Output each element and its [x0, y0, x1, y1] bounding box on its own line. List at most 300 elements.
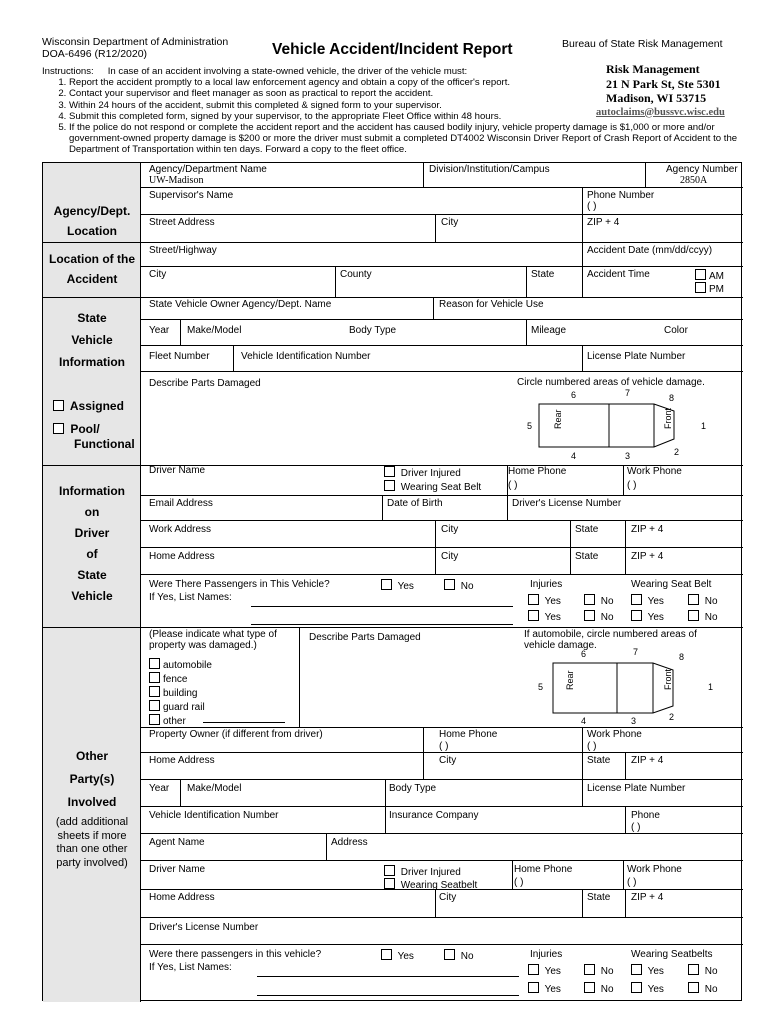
- rule: [43, 297, 743, 298]
- other-circle-damage-label-2: vehicle damage.: [524, 640, 597, 651]
- other-seatbelt-label: Wearing Seatbelt: [400, 880, 478, 891]
- type-building-option[interactable]: [149, 686, 212, 700]
- belt-no-checkbox[interactable]: [688, 982, 699, 993]
- other-passengers-no-option[interactable]: [444, 949, 474, 962]
- section-label-line: State: [77, 568, 107, 582]
- section-label-line: on: [84, 505, 100, 519]
- other-make-model-label: Make/Model: [187, 783, 242, 794]
- assigned-option[interactable]: [53, 400, 124, 412]
- pool-option[interactable]: [53, 422, 135, 452]
- instruction-5: 5. If the police do not respond or complete the accident report and the accident has caused bodily injury, vehicle property damage is $1,000 or more and/or government-owned property damage is $200 or more the driver must submit a completed DT4002 Wisconsin Driver Report of Crash Report of Accident to the Department of Transportation within ten days. Forward a copy to the fleet office.: [69, 122, 742, 156]
- injuries-label: Injuries: [530, 579, 563, 590]
- owner-home-phone-field[interactable]: ( ): [439, 741, 449, 752]
- other-passenger-line-2[interactable]: [257, 995, 519, 996]
- other-injury-row-2-no[interactable]: [584, 982, 614, 995]
- injuries-yes-checkbox[interactable]: [528, 594, 539, 605]
- driver-injured-checkbox[interactable]: [384, 466, 395, 477]
- driver-dob-label: Date of Birth: [387, 498, 443, 509]
- area-6[interactable]: 6: [571, 390, 577, 400]
- note-line: sheets if more: [57, 829, 127, 842]
- rule: [43, 242, 743, 243]
- driver-work-phone-field[interactable]: ( ): [627, 480, 637, 491]
- division-label: Division/Institution/Campus: [429, 164, 550, 175]
- rule: [385, 779, 386, 833]
- other-seatbelt-option[interactable]: [384, 878, 477, 891]
- no-label: No: [600, 596, 614, 607]
- bureau-name: Bureau of State Risk Management: [562, 38, 723, 50]
- other-plate-label: License Plate Number: [587, 783, 686, 794]
- rule: [625, 520, 626, 574]
- area-5[interactable]: 5: [538, 682, 544, 692]
- agency-zip-label: ZIP + 4: [587, 217, 620, 228]
- driver-passengers-question: Were There Passengers in This Vehicle?: [149, 579, 330, 590]
- other-passengers-question: Were there passengers in this vehicle?: [149, 949, 322, 960]
- rule: [512, 860, 513, 889]
- other-injuries-label: Injuries: [530, 949, 563, 960]
- no-label: No: [460, 951, 474, 962]
- assigned-checkbox[interactable]: [53, 400, 64, 411]
- other-home-phone-field[interactable]: ( ): [514, 877, 524, 888]
- fleet-number-label: Fleet Number: [149, 351, 210, 362]
- rule: [423, 727, 424, 779]
- injury-row-1-no[interactable]: [584, 594, 614, 607]
- risk-management-address: [596, 62, 725, 120]
- section-other-label: [43, 745, 141, 814]
- other-license-label: Driver's License Number: [149, 922, 259, 933]
- belt-yes-checkbox[interactable]: [631, 594, 642, 605]
- belt-yes-checkbox[interactable]: [631, 964, 642, 975]
- other-seatbelt-checkbox[interactable]: [384, 878, 395, 889]
- driver-seatbelt-checkbox[interactable]: [384, 480, 395, 491]
- rule: [141, 266, 743, 267]
- body-type-label: Body Type: [349, 325, 397, 336]
- other-home-address-label: Home Address: [149, 892, 215, 903]
- other-driver-injured-option[interactable]: [384, 865, 461, 878]
- section-label-line: Involved: [67, 795, 117, 809]
- front-label: Front: [663, 407, 673, 429]
- rule: [526, 266, 527, 297]
- rule: [433, 297, 434, 319]
- agency-city-label: City: [441, 217, 459, 228]
- other-driver-injured-checkbox[interactable]: [384, 865, 395, 876]
- section-label-line: Vehicle: [71, 333, 113, 347]
- make-model-label: Make/Model: [187, 325, 242, 336]
- other-injury-row-2[interactable]: [528, 982, 561, 995]
- section-label-line: Information: [59, 355, 125, 369]
- no-label: No: [704, 596, 718, 607]
- injuries-no-checkbox[interactable]: [584, 982, 595, 993]
- circle-damage-label: Circle numbered areas of vehicle damage.: [517, 377, 705, 388]
- other-belt-row-1-no[interactable]: [688, 964, 718, 977]
- rule: [526, 319, 527, 345]
- accident-time-label: Accident Time: [587, 269, 650, 280]
- injuries-no-checkbox[interactable]: [584, 594, 595, 605]
- area-3[interactable]: 3: [631, 716, 637, 726]
- guard-rail-checkbox[interactable]: [149, 700, 160, 711]
- pm-option[interactable]: [695, 282, 724, 295]
- property-type-options: [149, 658, 212, 728]
- belt-row-2[interactable]: [631, 610, 664, 623]
- section-label-line: Location of the: [49, 252, 135, 266]
- rule: [141, 833, 743, 834]
- pool-checkbox[interactable]: [53, 423, 64, 434]
- rule: [43, 627, 743, 628]
- area-1[interactable]: 1: [708, 682, 714, 692]
- rule: [141, 345, 743, 346]
- rule: [623, 465, 624, 495]
- owner-home-address-label: Home Address: [149, 755, 215, 766]
- section-label-line: Vehicle: [71, 589, 113, 603]
- other-passengers-yes-option[interactable]: [381, 949, 414, 962]
- rule: [582, 889, 583, 917]
- area-7[interactable]: 7: [633, 647, 639, 657]
- agency-name-label: Agency/Department Name: [149, 164, 267, 175]
- driver-work-address-label: Work Address: [149, 524, 212, 535]
- location-street-label: Street/Highway: [149, 245, 217, 256]
- driver-injured-label: Driver Injured: [400, 468, 461, 479]
- other-passenger-line-1[interactable]: [257, 976, 519, 977]
- rule: [582, 727, 583, 779]
- section-label-line: Other: [75, 749, 108, 763]
- driver-home-phone-label: Home Phone: [508, 466, 567, 477]
- rear-label: Rear: [553, 409, 563, 429]
- automobile-checkbox[interactable]: [149, 658, 160, 669]
- section-location-label: [43, 249, 141, 289]
- driver-injured-option[interactable]: [384, 466, 461, 479]
- insurance-phone-label: Phone: [631, 810, 660, 821]
- owner-home-phone-label: Home Phone: [439, 729, 498, 740]
- rule: [141, 520, 743, 521]
- rule: [141, 495, 743, 496]
- yes-label: Yes: [647, 596, 664, 607]
- other-city-label: City: [439, 892, 457, 903]
- section-agency-label: [43, 201, 141, 241]
- injuries-no-checkbox[interactable]: [584, 964, 595, 975]
- building-label: building: [163, 688, 198, 699]
- rule: [582, 242, 583, 297]
- agency-street-label: Street Address: [149, 217, 215, 228]
- rule: [299, 627, 300, 727]
- passengers-yes-checkbox[interactable]: [381, 579, 392, 590]
- pm-label: PM: [709, 284, 724, 295]
- rule: [335, 266, 336, 297]
- report-form: [42, 162, 742, 1001]
- property-owner-label: Property Owner (if different from driver): [149, 729, 323, 740]
- location-county-label: County: [340, 269, 372, 280]
- section-label-line: Agency/Dept.: [53, 204, 131, 218]
- area-1[interactable]: 1: [701, 421, 707, 431]
- other-year-label: Year: [149, 783, 170, 794]
- area-8[interactable]: 8: [669, 393, 675, 403]
- other-belt-row-2[interactable]: [631, 982, 664, 995]
- note-line: than one other: [56, 843, 128, 855]
- front-label: Front: [663, 668, 673, 690]
- passenger-name-line-2[interactable]: [251, 624, 513, 625]
- owner-work-phone-field[interactable]: ( ): [587, 741, 597, 752]
- driver-work-phone-label: Work Phone: [627, 466, 682, 477]
- rule: [141, 944, 743, 945]
- rule: [623, 860, 624, 889]
- other-driver-injured-label: Driver Injured: [400, 867, 461, 878]
- dept-name: Wisconsin Department of Administration: [42, 36, 229, 48]
- other-passengers-yes-checkbox[interactable]: [381, 949, 392, 960]
- owner-work-phone-label: Work Phone: [587, 729, 642, 740]
- rule: [141, 187, 743, 188]
- rule: [570, 520, 571, 574]
- section-label-line: Party(s): [69, 772, 115, 786]
- driver-work-state-label: State: [575, 524, 599, 535]
- injuries-yes-checkbox[interactable]: [528, 982, 539, 993]
- section-other-note: [43, 816, 141, 870]
- pm-checkbox[interactable]: [695, 282, 706, 293]
- no-label: No: [600, 612, 614, 623]
- other-injury-row-1[interactable]: [528, 964, 561, 977]
- other-body-type-label: Body Type: [389, 783, 437, 794]
- driver-seatbelt-option[interactable]: [384, 480, 481, 493]
- risk-line-3: Madison, WI 53715: [606, 91, 707, 105]
- location-city-label: City: [149, 269, 167, 280]
- section-label-line: State: [77, 311, 107, 325]
- pool-label: Pool/: [70, 422, 100, 436]
- form-number: DOA-6496 (R12/2020): [42, 48, 148, 60]
- phone-number-label: Phone Number: [587, 190, 655, 201]
- rule: [233, 345, 234, 371]
- area-7[interactable]: 7: [625, 388, 631, 398]
- agent-name-label: Agent Name: [149, 837, 205, 848]
- instructions-lead: Instructions:: [42, 66, 94, 77]
- rule: [435, 889, 436, 917]
- rule: [141, 319, 743, 320]
- section-label-line: Location: [67, 224, 117, 238]
- other-belt-row-1[interactable]: [631, 964, 664, 977]
- area-5[interactable]: 5: [527, 421, 533, 431]
- section-driver-label: [43, 481, 141, 607]
- injury-row-1[interactable]: [528, 594, 561, 607]
- area-2[interactable]: 2: [674, 447, 680, 457]
- agency-name-value[interactable]: UW-Madison: [149, 175, 204, 186]
- rule: [141, 574, 743, 575]
- instruction-1: 1. Report the accident promptly to a local law enforcement agency and obtain a copy of the officer's report.: [69, 77, 589, 88]
- belt-yes-checkbox[interactable]: [631, 982, 642, 993]
- page-title: Vehicle Accident/Incident Report: [272, 41, 513, 58]
- agency-number-label: Agency Number: [666, 164, 738, 175]
- other-wearing-seatbelts-label: Wearing Seatbelts: [631, 949, 713, 960]
- driver-seatbelt-label: Wearing Seat Belt: [400, 482, 482, 493]
- no-label: No: [600, 984, 614, 995]
- area-8[interactable]: 8: [679, 652, 685, 662]
- rule: [180, 779, 181, 806]
- phone-number-field[interactable]: ( ): [587, 201, 597, 212]
- rule: [625, 889, 626, 917]
- other-type-line[interactable]: [203, 722, 285, 723]
- type-other-option[interactable]: [149, 714, 212, 728]
- assigned-label: Assigned: [69, 399, 124, 413]
- rule: [141, 779, 743, 780]
- belt-row-1[interactable]: [631, 594, 664, 607]
- fence-checkbox[interactable]: [149, 672, 160, 683]
- section-vehicle-label: [43, 307, 141, 373]
- insurance-company-label: Insurance Company: [389, 810, 479, 821]
- color-label: Color: [664, 325, 688, 336]
- other-zip-label: ZIP + 4: [631, 892, 664, 903]
- rule: [180, 319, 181, 345]
- yes-label: Yes: [647, 966, 664, 977]
- driver-home-phone-field[interactable]: ( ): [508, 480, 518, 491]
- other-checkbox[interactable]: [149, 714, 160, 725]
- other-work-phone-field[interactable]: ( ): [627, 877, 637, 888]
- risk-line-1: Risk Management: [606, 62, 700, 76]
- accident-date-label: Accident Date (mm/dd/ccyy): [587, 245, 713, 256]
- driver-home-state-label: State: [575, 551, 599, 562]
- other-list-names-label: If Yes, List Names:: [149, 962, 232, 973]
- functional-label: Functional: [74, 437, 135, 451]
- other-circle-damage-label: If automobile, circle numbered areas of: [524, 629, 697, 640]
- other-parts-damaged-label: Describe Parts Damaged: [309, 632, 421, 643]
- belt-no-checkbox[interactable]: [688, 964, 699, 975]
- yes-label: Yes: [647, 984, 664, 995]
- location-state-label: State: [531, 269, 555, 280]
- am-option[interactable]: [695, 269, 724, 282]
- guard-rail-label: guard rail: [163, 702, 205, 713]
- rule: [141, 860, 743, 861]
- passengers-no-option[interactable]: [444, 579, 474, 592]
- parts-damaged-label: Describe Parts Damaged: [149, 378, 261, 389]
- passengers-yes-option[interactable]: [381, 579, 414, 592]
- rule: [382, 495, 383, 520]
- insurance-phone-field[interactable]: ( ): [631, 822, 641, 833]
- owner-zip-label: ZIP + 4: [631, 755, 664, 766]
- wearing-seat-belt-label: Wearing Seat Belt: [631, 579, 712, 590]
- section-label-line: Driver: [74, 526, 110, 540]
- property-type-label: (Please indicate what type of: [149, 629, 277, 640]
- rule: [141, 917, 743, 918]
- note-line: party involved): [56, 856, 128, 869]
- rule: [423, 163, 424, 187]
- owner-agency-label: State Vehicle Owner Agency/Dept. Name: [149, 299, 332, 310]
- injury-row-2[interactable]: [528, 610, 561, 623]
- rule: [141, 371, 743, 372]
- belt-no-checkbox[interactable]: [688, 594, 699, 605]
- agent-address-label: Address: [331, 837, 368, 848]
- no-label: No: [600, 966, 614, 977]
- owner-city-label: City: [439, 755, 457, 766]
- driver-work-zip-label: ZIP + 4: [631, 524, 664, 535]
- driver-home-address-label: Home Address: [149, 551, 215, 562]
- year-label: Year: [149, 325, 170, 336]
- other-label: other: [163, 716, 186, 727]
- other-belt-row-2-no[interactable]: [688, 982, 718, 995]
- driver-email-label: Email Address: [149, 498, 213, 509]
- other-driver-name-label: Driver Name: [149, 864, 206, 875]
- yes-label: Yes: [397, 581, 414, 592]
- yes-label: Yes: [397, 951, 414, 962]
- other-passengers-no-checkbox[interactable]: [444, 949, 455, 960]
- section-label-line: of: [86, 547, 98, 561]
- driver-home-zip-label: ZIP + 4: [631, 551, 664, 562]
- automobile-label: automobile: [163, 660, 212, 671]
- risk-email-link[interactable]: autoclaims@bussvc.wisc.edu: [596, 106, 725, 118]
- property-type-label-2: property was damaged.): [149, 640, 257, 651]
- belt-row-1-no[interactable]: [688, 594, 718, 607]
- area-4[interactable]: 4: [571, 451, 577, 461]
- type-guard-rail-option[interactable]: [149, 700, 212, 714]
- instruction-3: 3. Within 24 hours of the accident, submit this completed & signed form to your supervisor.: [69, 100, 589, 111]
- belt-row-2-no[interactable]: [688, 610, 718, 623]
- type-automobile-option[interactable]: [149, 658, 212, 672]
- no-label: No: [704, 984, 718, 995]
- other-vin-label: Vehicle Identification Number: [149, 810, 279, 821]
- area-4[interactable]: 4: [581, 716, 587, 726]
- vehicle-damage-diagram[interactable]: [519, 385, 729, 463]
- other-state-label: State: [587, 892, 611, 903]
- rule: [625, 806, 626, 833]
- rule: [582, 187, 583, 242]
- injuries-yes-checkbox[interactable]: [528, 610, 539, 621]
- type-fence-option[interactable]: [149, 672, 212, 686]
- other-work-phone-label: Work Phone: [627, 864, 682, 875]
- rule: [582, 345, 583, 371]
- area-6[interactable]: 6: [581, 649, 587, 659]
- mileage-label: Mileage: [531, 325, 567, 336]
- area-3[interactable]: 3: [625, 451, 631, 461]
- driver-name-label: Driver Name: [149, 465, 206, 476]
- rule: [435, 214, 436, 242]
- instructions-intro: In case of an accident involving a state-owned vehicle, the driver of the vehicle must:: [107, 66, 468, 77]
- yes-label: Yes: [647, 612, 664, 623]
- agency-number-value[interactable]: 2850A: [680, 175, 708, 186]
- vin-label: Vehicle Identification Number: [241, 351, 371, 362]
- driver-list-names-label: If Yes, List Names:: [149, 592, 232, 603]
- belt-no-checkbox[interactable]: [688, 610, 699, 621]
- owner-state-label: State: [587, 755, 611, 766]
- other-injury-row-1-no[interactable]: [584, 964, 614, 977]
- rear-label: Rear: [565, 670, 575, 690]
- injury-row-2-no[interactable]: [584, 610, 614, 623]
- passenger-name-line-1[interactable]: [251, 606, 513, 607]
- am-checkbox[interactable]: [695, 269, 706, 280]
- building-checkbox[interactable]: [149, 686, 160, 697]
- passengers-no-checkbox[interactable]: [444, 579, 455, 590]
- rule: [645, 163, 646, 187]
- injuries-no-checkbox[interactable]: [584, 610, 595, 621]
- note-line: (add additional: [55, 816, 129, 828]
- injuries-yes-checkbox[interactable]: [528, 964, 539, 975]
- rule: [141, 214, 743, 215]
- yes-label: Yes: [544, 612, 561, 623]
- yes-label: Yes: [544, 966, 561, 977]
- rule: [582, 779, 583, 806]
- rule: [435, 520, 436, 574]
- rule: [141, 547, 743, 548]
- risk-line-2: 21 N Park St, Ste 5301: [606, 76, 721, 91]
- fence-label: fence: [163, 674, 188, 685]
- section-other: [43, 627, 141, 1002]
- am-label: AM: [709, 271, 724, 282]
- supervisor-name-label: Supervisor's Name: [149, 190, 234, 201]
- yes-label: Yes: [544, 596, 561, 607]
- no-label: No: [704, 966, 718, 977]
- driver-work-city-label: City: [441, 524, 459, 535]
- area-2[interactable]: 2: [669, 712, 675, 722]
- rule: [625, 752, 626, 779]
- header-left: [42, 36, 228, 60]
- belt-yes-checkbox[interactable]: [631, 610, 642, 621]
- license-plate-label: License Plate Number: [587, 351, 686, 362]
- yes-label: Yes: [544, 984, 561, 995]
- other-vehicle-damage-diagram[interactable]: [533, 640, 743, 726]
- section-label-line: Information: [59, 484, 125, 498]
- no-label: No: [704, 612, 718, 623]
